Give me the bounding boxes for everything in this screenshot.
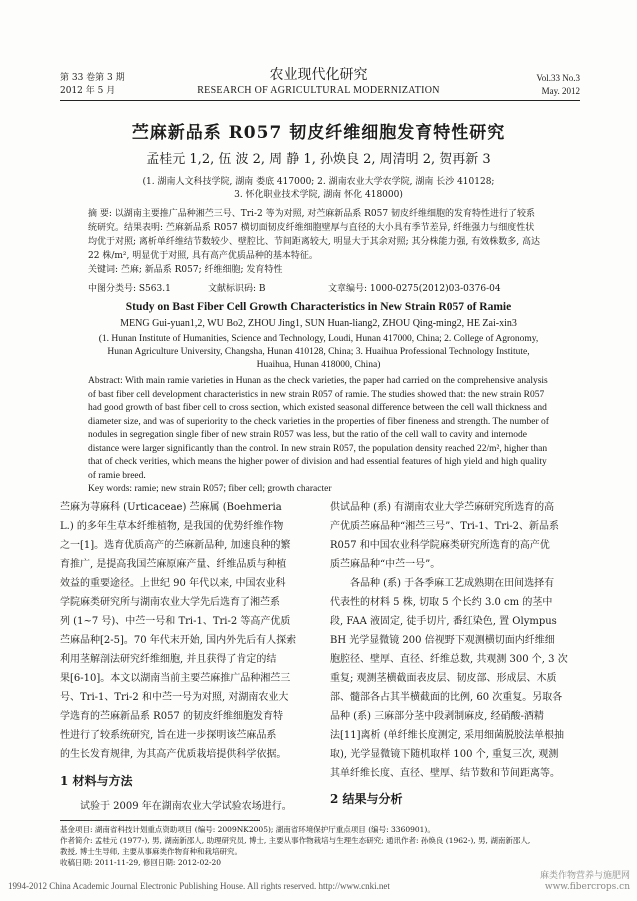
body-line: 其单纤维长度、直径、壁厚、结节数和节间距离等。 — [330, 768, 560, 779]
body-line: BH 光学显微镜 200 倍视野下观测横切面内纤维细 — [330, 635, 555, 646]
abstract-cn-line: 统研究。结果表明: 苎麻新品系 R057 横切面韧皮纤维细胞壁厚与直径的大小具有季节差异, 纤维强力与细度性状 — [88, 223, 535, 233]
body-left-column — [60, 498, 315, 764]
body-line: 之一[1]。选育优质高产的苎麻新品种, 加速良种的繁 — [60, 540, 291, 551]
body-line: 法[11]离析 (单纤维长度测定, 采用细菌脱胶法单根抽 — [330, 730, 564, 741]
keywords-en: Key words: ramie; new strain R057; fiber cell; growth character — [88, 484, 332, 494]
footnotes — [60, 824, 585, 868]
copyright-footer: 1994-2012 China Academic Journal Electronic Publishing House. All rights reserved. http://www.cnki.net — [8, 881, 390, 891]
clc-number: 中图分类号: S563.1 — [88, 284, 171, 294]
body-line: 胞腔径、壁厚、直径、纤维总数, 共观测 300 个, 3 次 — [330, 654, 568, 665]
body-line: 试验于 2009 年在湖南农业大学试验农场进行。 — [80, 801, 292, 812]
header-rule — [60, 100, 580, 101]
abstract-en-line: of ramie breed. — [88, 470, 146, 481]
paper-title-en: Study on Bast Fiber Cell Growth Characteristics in New Strain R057 of Ramie — [125, 301, 512, 313]
body-line: L.) 的多年生草本纤维植物, 是我国的优势纤维作物 — [60, 521, 284, 532]
body-line: 号、Tri-1、Tri-2 和中苎一号为对照, 对湖南农业大 — [60, 692, 289, 703]
body-line: 效益的重要途径。上世纪 90 年代以来, 中国农业科 — [60, 578, 286, 589]
body-line: 取), 光学显微镜下随机取样 100 个, 重复三次, 观测 — [330, 749, 559, 760]
body-line: 的生长发育规律, 为其高产优质栽培提供科学依据。 — [60, 749, 287, 760]
body-line: 学选育的苎麻新品系 R057 的韧皮纤维细胞发育特 — [60, 711, 283, 722]
abstract-cn-line: 摘 要: 以湖南主要推广品种湘苎三号、Tri-2 等为对照, 对苎麻新品系 R057 韧皮纤维细胞的发育特性进行了较系 — [88, 209, 535, 219]
abstract-cn-line: 22 株/m², 明显优于对照, 具有高产优质品种的基本特征。 — [88, 251, 318, 261]
body-line: 部、髓部各占其半横截面的比例, 60 次重复。另取各 — [330, 692, 563, 703]
issue-date-en: May. 2012 — [541, 86, 580, 96]
affiliation-en-line: (1. Hunan Institute of Humanities, Science and Technology, Loudi, Hunan 417000, China; 2. College of Agronomy, — [98, 334, 539, 344]
body-line: 性进行了较系统研究, 旨在进一步探明该苎麻品系 — [60, 730, 277, 741]
issue-info-en — [480, 72, 580, 98]
abstract-en — [88, 375, 558, 497]
watermark-cn: 麻类作物营养与施肥网 — [539, 871, 630, 881]
body-line: 质苎麻品种“中苎一号”。 — [330, 559, 441, 570]
footnote-line: 作者简介: 孟桂元 (1977-), 男, 湖南新邵人, 助理研究员, 博士, 主要从事作物栽培与生理生态研究; 通讯作者: 孙焕良 (1962-), 男, 湖南新邵人, — [60, 836, 531, 845]
body-line: 苎麻品种[2-5]。70 年代末开始, 国内外先后有人探索 — [60, 635, 297, 646]
body-line: 品种 (系) 三麻部分茎中段剥制麻皮, 经硝酸-酒精 — [330, 711, 544, 722]
affiliation-en — [40, 333, 597, 372]
abstract-cn — [88, 207, 558, 277]
journal-name-en: RESEARCH OF AGRICULTURAL MODERNIZATION — [197, 85, 440, 96]
footnote-rule — [60, 820, 260, 821]
body-line: 果[6-10]。本文以湖南当前主要苎麻推广品种湘苎三 — [60, 673, 291, 684]
affiliation-cn-line: 3. 怀化职业技术学院, 湖南 怀化 418000) — [234, 190, 403, 200]
section-heading-results: 2 结果与分析 — [330, 792, 403, 806]
affiliation-en-line: Huaihua, Hunan 418000, China) — [256, 360, 381, 370]
meta-cn — [88, 283, 558, 296]
body-line: 列 (1~7 号)、中苎一号和 Tri-1、Tri-2 等高产优质 — [60, 616, 291, 627]
abstract-en-line: of bast fiber cell development characteristics in new strain R057 of ramie. The studies showed that: the new strain R057 — [88, 389, 545, 400]
watermark — [510, 871, 630, 893]
body-line: 段, FAA 液固定, 徒手切片, 番红染色, 置 Olympus — [330, 616, 557, 627]
abstract-en-line: had good growth of bast fiber cell to cross section, which existed seasonal difference between the cell wall thickness and — [88, 403, 547, 413]
keywords-cn: 关键词: 苎麻; 新品系 R057; 纤维细胞; 发育特性 — [88, 265, 283, 275]
journal-name-cn: 农业现代化研究 — [269, 67, 368, 83]
body-line: 供试品种 (系) 有湖南农业大学苎麻研究所选育的高 — [330, 502, 555, 513]
body-line: 苎麻为荨麻科 (Urticaceae) 苎麻属 (Boehmeria — [60, 502, 282, 513]
body-line: 学院麻类研究所与湖南农业大学先后选育了湘苎系 — [60, 597, 280, 608]
footnote-line: 基金项目: 湖南省科技计划重点资助项目 (编号: 2009NK2005); 湖南省环境保护厅重点项目 (编号: 3360901)。 — [60, 825, 435, 834]
affiliation-cn-line: (1. 湖南人文科技学院, 湖南 娄底 417000; 2. 湖南农业大学农学院, 湖南 长沙 410128; — [142, 177, 495, 187]
authors-en: MENG Gui-yuan1,2, WU Bo2, ZHOU Jing1, SUN Huan-liang2, ZHOU Qing-ming2, HE Zai-xin3 — [120, 318, 517, 329]
abstract-en-line: distance were larger significantly than the control. In new strain R057, the population density reached 22/m², higher than — [88, 443, 548, 454]
abstract-en-line: Abstract: With main ramie varieties in Hunan as the check varieties, the paper had carried on the comprehensive analysis — [88, 376, 548, 386]
affiliation-en-line: Hunan Agriculture University, Changsha, Hunan 410128, China; 3. Huaihua Professional Technology Institute, — [107, 347, 530, 357]
watermark-en: www.fibercrops.cn — [544, 882, 630, 892]
doc-code: 文献标识码: B — [208, 284, 266, 294]
footnote-line: 教授, 博士生导师, 主要从事麻类作物育种和栽培研究。 — [60, 847, 243, 856]
body-line: 利用茎解剖法研究纤维细胞, 并且获得了肯定的结 — [60, 654, 277, 665]
issue-date: 2012 年 5 月 — [60, 86, 116, 96]
body-line: 育推广, 是提高我国苎麻原麻产量、纤维品质与种植 — [60, 559, 287, 570]
abstract-en-line: nodules in segregation single fiber of new strain R057 was less, but the ratio of the cell wall to cavity and internode — [88, 430, 527, 440]
body-line: 重复; 观测茎横截面表皮层、韧皮部、形成层、木质 — [330, 673, 557, 684]
body-line: 代表性的材料 5 株, 切取 5 个长约 3.0 cm 的茎中 — [330, 597, 553, 608]
body-line: 各品种 (系) 于各季麻工艺成熟期在田间选择有 — [350, 578, 555, 589]
authors-cn: 孟桂元 1,2, 伍 波 2, 周 静 1, 孙焕良 2, 周清明 2, 贺再新 3 — [146, 152, 491, 167]
article-number: 文章编号: 1000-0275(2012)03-0376-04 — [328, 284, 501, 294]
body-line: 产优质苎麻品种“湘苎三号”、Tri-1、Tri-2、新品系 — [330, 521, 560, 532]
abstract-en-line: diameter size, and was of superiority to the check varieties in the properties of fiber fineness and strength. The number of — [88, 416, 549, 427]
footnote-line: 收稿日期: 2011-11-29, 修回日期: 2012-02-20 — [60, 858, 222, 867]
body-line: R057 和中国农业科学院麻类研究所选育的高产优 — [330, 540, 550, 551]
paper-title-cn: 苎麻新品系 R057 韧皮纤维细胞发育特性研究 — [131, 123, 506, 143]
issue-volume-en: Vol.33 No.3 — [536, 73, 580, 83]
abstract-cn-line: 均优于对照; 离析单纤维结节数较少、壁腔比、节间距离较大, 明显大于其余对照; 其分株能力强, 有效株数多, 高达 — [88, 237, 540, 247]
section-heading-methods: 1 材料与方法 — [60, 774, 133, 788]
issue-volume: 第 33 卷第 3 期 — [60, 73, 125, 83]
affiliation-cn — [0, 176, 637, 202]
body-right-column — [330, 498, 585, 783]
abstract-en-line: that of check verities, which means the higher power of division and had essential features of high yield and high quality — [88, 457, 547, 467]
